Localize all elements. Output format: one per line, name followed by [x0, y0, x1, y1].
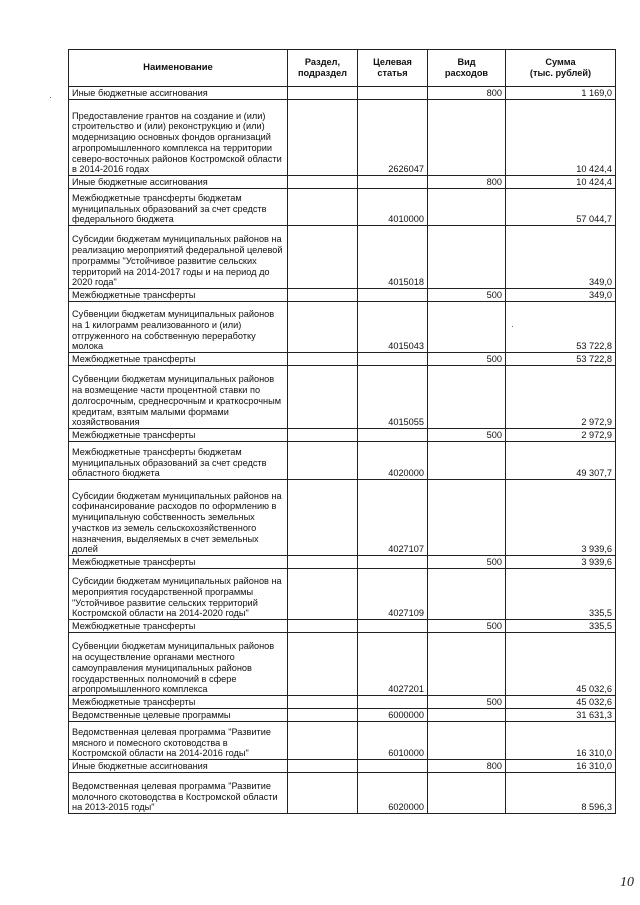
row-sum-cell: 2 972,9 [506, 366, 616, 429]
row-sum-cell: 335,5 [506, 569, 616, 620]
row-name-cell: Предоставление грантов на создание и (или) строительство и (или) реконструкцию и (или) модернизацию основных фондов организаций агропромышленного комплекса на территории северо-восточных районов Костромской области в 2014-2016 годах [69, 100, 288, 176]
row-type-cell [428, 709, 506, 722]
row-section-cell [288, 189, 358, 226]
row-target-cell [358, 176, 428, 189]
row-sum-cell: 10 424,4 [506, 100, 616, 176]
row-name-cell: Субвенции бюджетам муниципальных районов на 1 килограмм реализованного и (или) отгруженного на собственную переработку молока [69, 302, 288, 353]
table-row [69, 696, 616, 709]
row-target-cell: 4010000 [358, 189, 428, 226]
row-target-cell: 4015055 [358, 366, 428, 429]
scan-speck [512, 326, 513, 327]
row-type-cell [428, 442, 506, 480]
table-row [69, 633, 616, 696]
row-section-cell [288, 722, 358, 760]
row-sum-cell: 3 939,6 [506, 480, 616, 556]
table-row [69, 442, 616, 480]
row-name-cell: Субсидии бюджетам муниципальных районов на реализацию мероприятий федеральной целевой программы "Устойчивое развитие сельских территорий на 2014-2017 годы и на период до 2020 года" [69, 226, 288, 289]
budget-table-sheet [68, 49, 616, 814]
table-row [69, 176, 616, 189]
table-row [69, 302, 616, 353]
row-type-cell: 800 [428, 176, 506, 189]
row-type-cell [428, 633, 506, 696]
row-type-cell: 500 [428, 353, 506, 366]
row-type-cell: 500 [428, 429, 506, 442]
table-header-row [69, 50, 616, 87]
row-name-cell: Межбюджетные трансферты [69, 620, 288, 633]
row-sum-cell: 8 596,3 [506, 773, 616, 814]
row-target-cell [358, 289, 428, 302]
row-sum-cell: 31 631,3 [506, 709, 616, 722]
row-type-cell: 500 [428, 556, 506, 569]
row-sum-cell: 45 032,6 [506, 696, 616, 709]
row-section-cell [288, 226, 358, 289]
table-row [69, 100, 616, 176]
row-name-cell: Межбюджетные трансферты [69, 429, 288, 442]
row-name-cell: Субсидии бюджетам муниципальных районов на мероприятия государственной программы "Устойчивое развитие сельских территорий Костромской области на 2014-2020 годы" [69, 569, 288, 620]
table-row [69, 556, 616, 569]
table-row [69, 722, 616, 760]
row-name-cell: Межбюджетные трансферты [69, 556, 288, 569]
table-row [69, 429, 616, 442]
row-target-cell: 4027201 [358, 633, 428, 696]
row-target-cell [358, 696, 428, 709]
row-name-cell: Субсидии бюджетам муниципальных районов на софинансирование расходов по оформлению в муниципальную собственность земельных участков из земель сельскохозяйственного назначения, выделяемых в счет земельных долей [69, 480, 288, 556]
row-target-cell: 6010000 [358, 722, 428, 760]
row-sum-cell: 53 722,8 [506, 353, 616, 366]
row-name-cell: Иные бюджетные ассигнования [69, 176, 288, 189]
row-section-cell [288, 100, 358, 176]
row-section-cell [288, 366, 358, 429]
row-section-cell [288, 302, 358, 353]
row-target-cell [358, 87, 428, 100]
row-sum-cell: 45 032,6 [506, 633, 616, 696]
row-name-cell: Ведомственные целевые программы [69, 709, 288, 722]
row-target-cell: 2626047 [358, 100, 428, 176]
table-row [69, 226, 616, 289]
row-type-cell: 500 [428, 289, 506, 302]
row-sum-cell: 3 939,6 [506, 556, 616, 569]
row-type-cell [428, 569, 506, 620]
header-target: Целевая статья [358, 50, 428, 87]
row-section-cell [288, 353, 358, 366]
row-sum-cell: 1 169,0 [506, 87, 616, 100]
row-name-cell: Иные бюджетные ассигнования [69, 760, 288, 773]
row-type-cell [428, 189, 506, 226]
row-type-cell: 800 [428, 760, 506, 773]
row-target-cell [358, 556, 428, 569]
row-section-cell [288, 620, 358, 633]
row-section-cell [288, 696, 358, 709]
row-target-cell: 4027109 [358, 569, 428, 620]
row-sum-cell: 57 044,7 [506, 189, 616, 226]
row-type-cell [428, 366, 506, 429]
row-type-cell [428, 722, 506, 760]
row-name-cell: Ведомственная целевая программа "Развитие мясного и помесного скотоводства в Костромской области на 2014-2016 годы" [69, 722, 288, 760]
row-name-cell: Межбюджетные трансферты бюджетам муниципальных образований за счет средств областного бюджета [69, 442, 288, 480]
table-row [69, 289, 616, 302]
scan-speck [50, 97, 51, 98]
table-row [69, 569, 616, 620]
row-name-cell: Межбюджетные трансферты бюджетам муниципальных образований за счет средств федерального бюджета [69, 189, 288, 226]
row-target-cell: 6020000 [358, 773, 428, 814]
row-type-cell [428, 226, 506, 289]
row-section-cell [288, 760, 358, 773]
table-row [69, 189, 616, 226]
row-target-cell: 4027107 [358, 480, 428, 556]
row-sum-cell: 53 722,8 [506, 302, 616, 353]
row-sum-cell: 335,5 [506, 620, 616, 633]
row-type-cell: 800 [428, 87, 506, 100]
row-name-cell: Межбюджетные трансферты [69, 696, 288, 709]
row-target-cell: 4015018 [358, 226, 428, 289]
table-row [69, 760, 616, 773]
row-section-cell [288, 773, 358, 814]
row-type-cell: 500 [428, 620, 506, 633]
row-sum-cell: 2 972,9 [506, 429, 616, 442]
row-target-cell: 4015043 [358, 302, 428, 353]
row-type-cell [428, 773, 506, 814]
row-section-cell [288, 556, 358, 569]
budget-table [68, 49, 616, 814]
row-name-cell: Межбюджетные трансферты [69, 289, 288, 302]
row-name-cell: Межбюджетные трансферты [69, 353, 288, 366]
row-section-cell [288, 633, 358, 696]
row-name-cell: Ведомственная целевая программа "Развитие молочного скотоводства в Костромской области на 2013-2015 годы" [69, 773, 288, 814]
row-type-cell [428, 100, 506, 176]
row-sum-cell: 16 310,0 [506, 760, 616, 773]
row-section-cell [288, 429, 358, 442]
header-section: Раздел, подраздел [288, 50, 358, 87]
row-target-cell: 4020000 [358, 442, 428, 480]
row-type-cell: 500 [428, 696, 506, 709]
row-section-cell [288, 176, 358, 189]
table-row [69, 480, 616, 556]
row-target-cell [358, 760, 428, 773]
row-sum-cell: 49 307,7 [506, 442, 616, 480]
row-type-cell [428, 302, 506, 353]
header-name: Наименование [69, 50, 288, 87]
row-sum-cell: 10 424,4 [506, 176, 616, 189]
row-sum-cell: 349,0 [506, 289, 616, 302]
row-section-cell [288, 480, 358, 556]
row-section-cell [288, 442, 358, 480]
table-row [69, 353, 616, 366]
table-row [69, 87, 616, 100]
header-type: Вид расходов [428, 50, 506, 87]
header-sum: Сумма (тыс. рублей) [506, 50, 616, 87]
row-section-cell [288, 569, 358, 620]
row-section-cell [288, 709, 358, 722]
row-name-cell: Субвенции бюджетам муниципальных районов на возмещение части процентной ставки по долгосрочным, среднесрочным и краткосрочным кредитам, взятым малыми формами хозяйствования [69, 366, 288, 429]
row-sum-cell: 349,0 [506, 226, 616, 289]
row-target-cell [358, 353, 428, 366]
table-row [69, 366, 616, 429]
page-number: 10 [620, 875, 634, 890]
row-target-cell [358, 429, 428, 442]
row-target-cell: 6000000 [358, 709, 428, 722]
table-row [69, 773, 616, 814]
row-sum-cell: 16 310,0 [506, 722, 616, 760]
row-section-cell [288, 289, 358, 302]
table-row [69, 709, 616, 722]
table-row [69, 620, 616, 633]
row-type-cell [428, 480, 506, 556]
row-name-cell: Иные бюджетные ассигнования [69, 87, 288, 100]
row-name-cell: Субвенции бюджетам муниципальных районов на осуществление органами местного самоуправления муниципальных районов государственных полномочий в сфере агропромышленного комплекса [69, 633, 288, 696]
row-section-cell [288, 87, 358, 100]
row-target-cell [358, 620, 428, 633]
